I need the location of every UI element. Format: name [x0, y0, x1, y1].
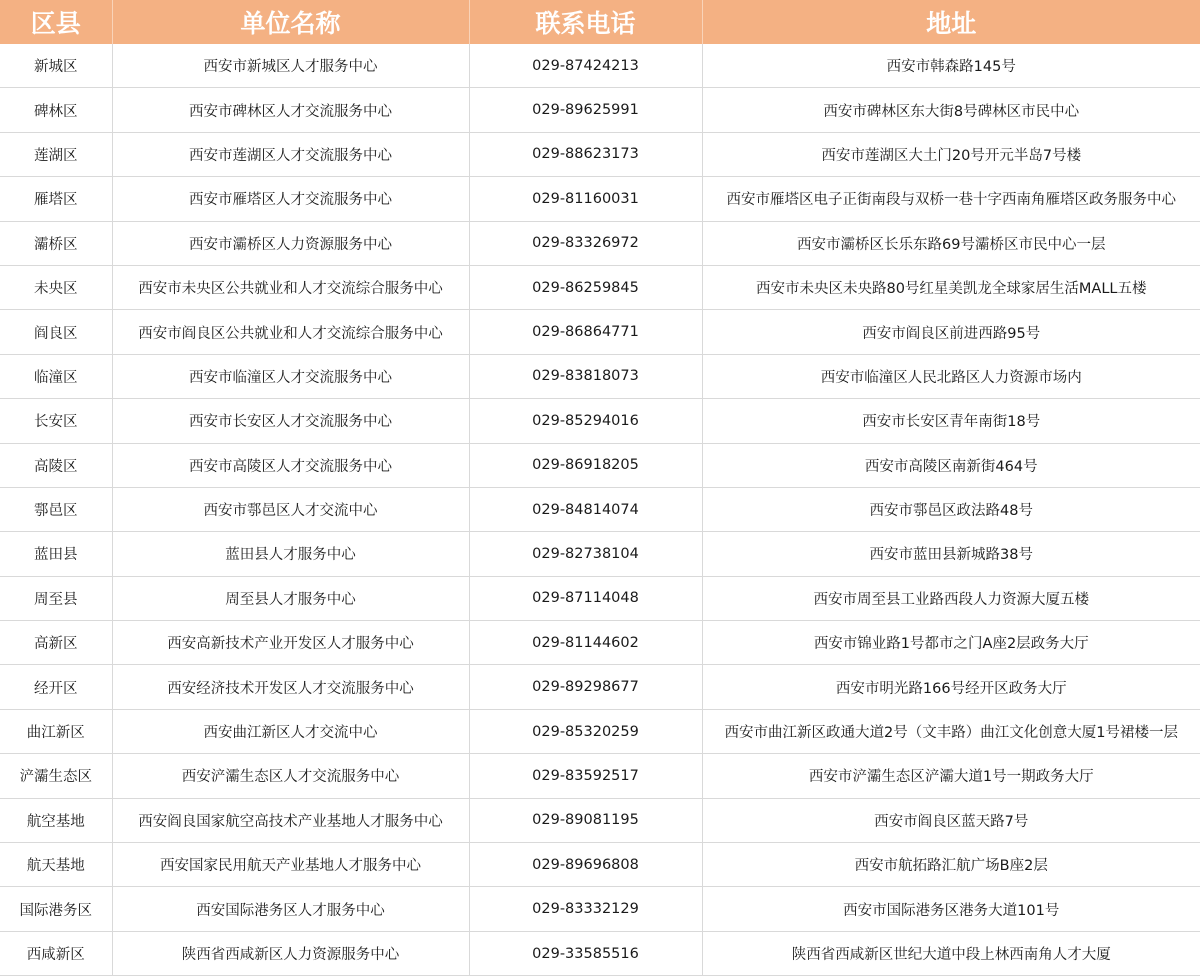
cell-district: 临潼区: [0, 354, 112, 398]
cell-unit-name: 西安市阎良区公共就业和人才交流综合服务中心: [112, 310, 469, 354]
cell-district: 航天基地: [0, 843, 112, 887]
cell-unit-name: 西安市未央区公共就业和人才交流综合服务中心: [112, 265, 469, 309]
cell-district: 鄠邑区: [0, 487, 112, 531]
cell-unit-name: 西安市高陵区人才交流服务中心: [112, 443, 469, 487]
cell-address: 西安市蓝田县新城路38号: [702, 532, 1200, 576]
cell-unit-name: 西安市鄠邑区人才交流中心: [112, 487, 469, 531]
cell-phone: 029-86918205: [469, 443, 702, 487]
cell-district: 周至县: [0, 576, 112, 620]
cell-district: 新城区: [0, 44, 112, 88]
table-row: [0, 177, 1200, 221]
cell-district: 长安区: [0, 399, 112, 443]
table-row: [0, 310, 1200, 354]
cell-address: 西安市灞桥区长乐东路69号灞桥区市民中心一层: [702, 221, 1200, 265]
cell-phone: 029-89625991: [469, 88, 702, 132]
cell-district: 经开区: [0, 665, 112, 709]
cell-address: 西安市雁塔区电子正街南段与双桥一巷十字西南角雁塔区政务服务中心: [702, 177, 1200, 221]
cell-phone: 029-89696808: [469, 843, 702, 887]
cell-address: 西安市曲江新区政通大道2号（文丰路）曲江文化创意大厦1号裙楼一层: [702, 709, 1200, 753]
cell-unit-name: 西安市雁塔区人才交流服务中心: [112, 177, 469, 221]
cell-district: 蓝田县: [0, 532, 112, 576]
cell-phone: 029-89081195: [469, 798, 702, 842]
cell-district: 高陵区: [0, 443, 112, 487]
cell-district: 浐灞生态区: [0, 754, 112, 798]
cell-address: 西安市鄠邑区政法路48号: [702, 487, 1200, 531]
cell-district: 高新区: [0, 621, 112, 665]
table-row: [0, 931, 1200, 975]
table-row: [0, 265, 1200, 309]
header-row: [0, 0, 1200, 44]
cell-phone: 029-86259845: [469, 265, 702, 309]
cell-unit-name: 西安国家民用航天产业基地人才服务中心: [112, 843, 469, 887]
cell-district: 灞桥区: [0, 221, 112, 265]
cell-district: 曲江新区: [0, 709, 112, 753]
cell-address: 西安市明光路166号经开区政务大厅: [702, 665, 1200, 709]
cell-unit-name: 西安市新城区人才服务中心: [112, 44, 469, 88]
cell-unit-name: 陕西省西咸新区人力资源服务中心: [112, 931, 469, 975]
table-row: [0, 221, 1200, 265]
table-row: [0, 887, 1200, 931]
cell-district: 未央区: [0, 265, 112, 309]
cell-unit-name: 西安曲江新区人才交流中心: [112, 709, 469, 753]
cell-unit-name: 西安阎良国家航空高技术产业基地人才服务中心: [112, 798, 469, 842]
table-row: [0, 44, 1200, 88]
cell-phone: 029-86864771: [469, 310, 702, 354]
cell-phone: 029-89298677: [469, 665, 702, 709]
table-body: [0, 44, 1200, 976]
table-row: [0, 665, 1200, 709]
cell-address: 西安市锦业路1号都市之门A座2层政务大厅: [702, 621, 1200, 665]
table-header: [0, 0, 1200, 44]
cell-unit-name: 西安浐灞生态区人才交流服务中心: [112, 754, 469, 798]
cell-district: 莲湖区: [0, 132, 112, 176]
cell-district: 阎良区: [0, 310, 112, 354]
cell-phone: 029-87424213: [469, 44, 702, 88]
table-row: [0, 843, 1200, 887]
table-row: [0, 798, 1200, 842]
cell-unit-name: 西安市灞桥区人力资源服务中心: [112, 221, 469, 265]
cell-address: 西安市阎良区前进西路95号: [702, 310, 1200, 354]
cell-district: 航空基地: [0, 798, 112, 842]
table-row: [0, 709, 1200, 753]
cell-unit-name: 蓝田县人才服务中心: [112, 532, 469, 576]
cell-district: 西咸新区: [0, 931, 112, 975]
cell-unit-name: 西安市临潼区人才交流服务中心: [112, 354, 469, 398]
cell-phone: 029-84814074: [469, 487, 702, 531]
cell-phone: 029-88623173: [469, 132, 702, 176]
cell-unit-name: 西安经济技术开发区人才交流服务中心: [112, 665, 469, 709]
cell-unit-name: 西安市长安区人才交流服务中心: [112, 399, 469, 443]
cell-address: 西安市莲湖区大土门20号开元半岛7号楼: [702, 132, 1200, 176]
cell-phone: 029-83592517: [469, 754, 702, 798]
cell-address: 西安市浐灞生态区浐灞大道1号一期政务大厅: [702, 754, 1200, 798]
table-row: [0, 754, 1200, 798]
cell-address: 西安市碑林区东大街8号碑林区市民中心: [702, 88, 1200, 132]
cell-phone: 029-81144602: [469, 621, 702, 665]
table-row: [0, 132, 1200, 176]
cell-phone: 029-87114048: [469, 576, 702, 620]
header-district: 区县: [0, 0, 112, 44]
cell-unit-name: 西安国际港务区人才服务中心: [112, 887, 469, 931]
table-row: [0, 576, 1200, 620]
cell-unit-name: 西安市莲湖区人才交流服务中心: [112, 132, 469, 176]
cell-phone: 029-83332129: [469, 887, 702, 931]
cell-address: 西安市航拓路汇航广场B座2层: [702, 843, 1200, 887]
cell-address: 西安市未央区未央路80号红星美凯龙全球家居生活MALL五楼: [702, 265, 1200, 309]
table-row: [0, 621, 1200, 665]
cell-phone: 029-85320259: [469, 709, 702, 753]
cell-address: 西安市阎良区蓝天路7号: [702, 798, 1200, 842]
cell-phone: 029-33585516: [469, 931, 702, 975]
cell-phone: 029-83818073: [469, 354, 702, 398]
cell-district: 碑林区: [0, 88, 112, 132]
table-row: [0, 88, 1200, 132]
header-unit-name: 单位名称: [112, 0, 469, 44]
cell-address: 西安市周至县工业路西段人力资源大厦五楼: [702, 576, 1200, 620]
cell-address: 陕西省西咸新区世纪大道中段上林西南角人才大厦: [702, 931, 1200, 975]
cell-district: 雁塔区: [0, 177, 112, 221]
table-row: [0, 487, 1200, 531]
cell-address: 西安市临潼区人民北路区人力资源市场内: [702, 354, 1200, 398]
header-address: 地址: [702, 0, 1200, 44]
table-row: [0, 532, 1200, 576]
cell-unit-name: 周至县人才服务中心: [112, 576, 469, 620]
table-row: [0, 399, 1200, 443]
cell-district: 国际港务区: [0, 887, 112, 931]
cell-address: 西安市国际港务区港务大道101号: [702, 887, 1200, 931]
cell-phone: 029-81160031: [469, 177, 702, 221]
cell-phone: 029-85294016: [469, 399, 702, 443]
cell-phone: 029-83326972: [469, 221, 702, 265]
cell-phone: 029-82738104: [469, 532, 702, 576]
cell-address: 西安市长安区青年南街18号: [702, 399, 1200, 443]
cell-address: 西安市高陵区南新街464号: [702, 443, 1200, 487]
header-phone: 联系电话: [469, 0, 702, 44]
cell-unit-name: 西安市碑林区人才交流服务中心: [112, 88, 469, 132]
table-row: [0, 443, 1200, 487]
table-row: [0, 354, 1200, 398]
cell-unit-name: 西安高新技术产业开发区人才服务中心: [112, 621, 469, 665]
cell-address: 西安市韩森路145号: [702, 44, 1200, 88]
